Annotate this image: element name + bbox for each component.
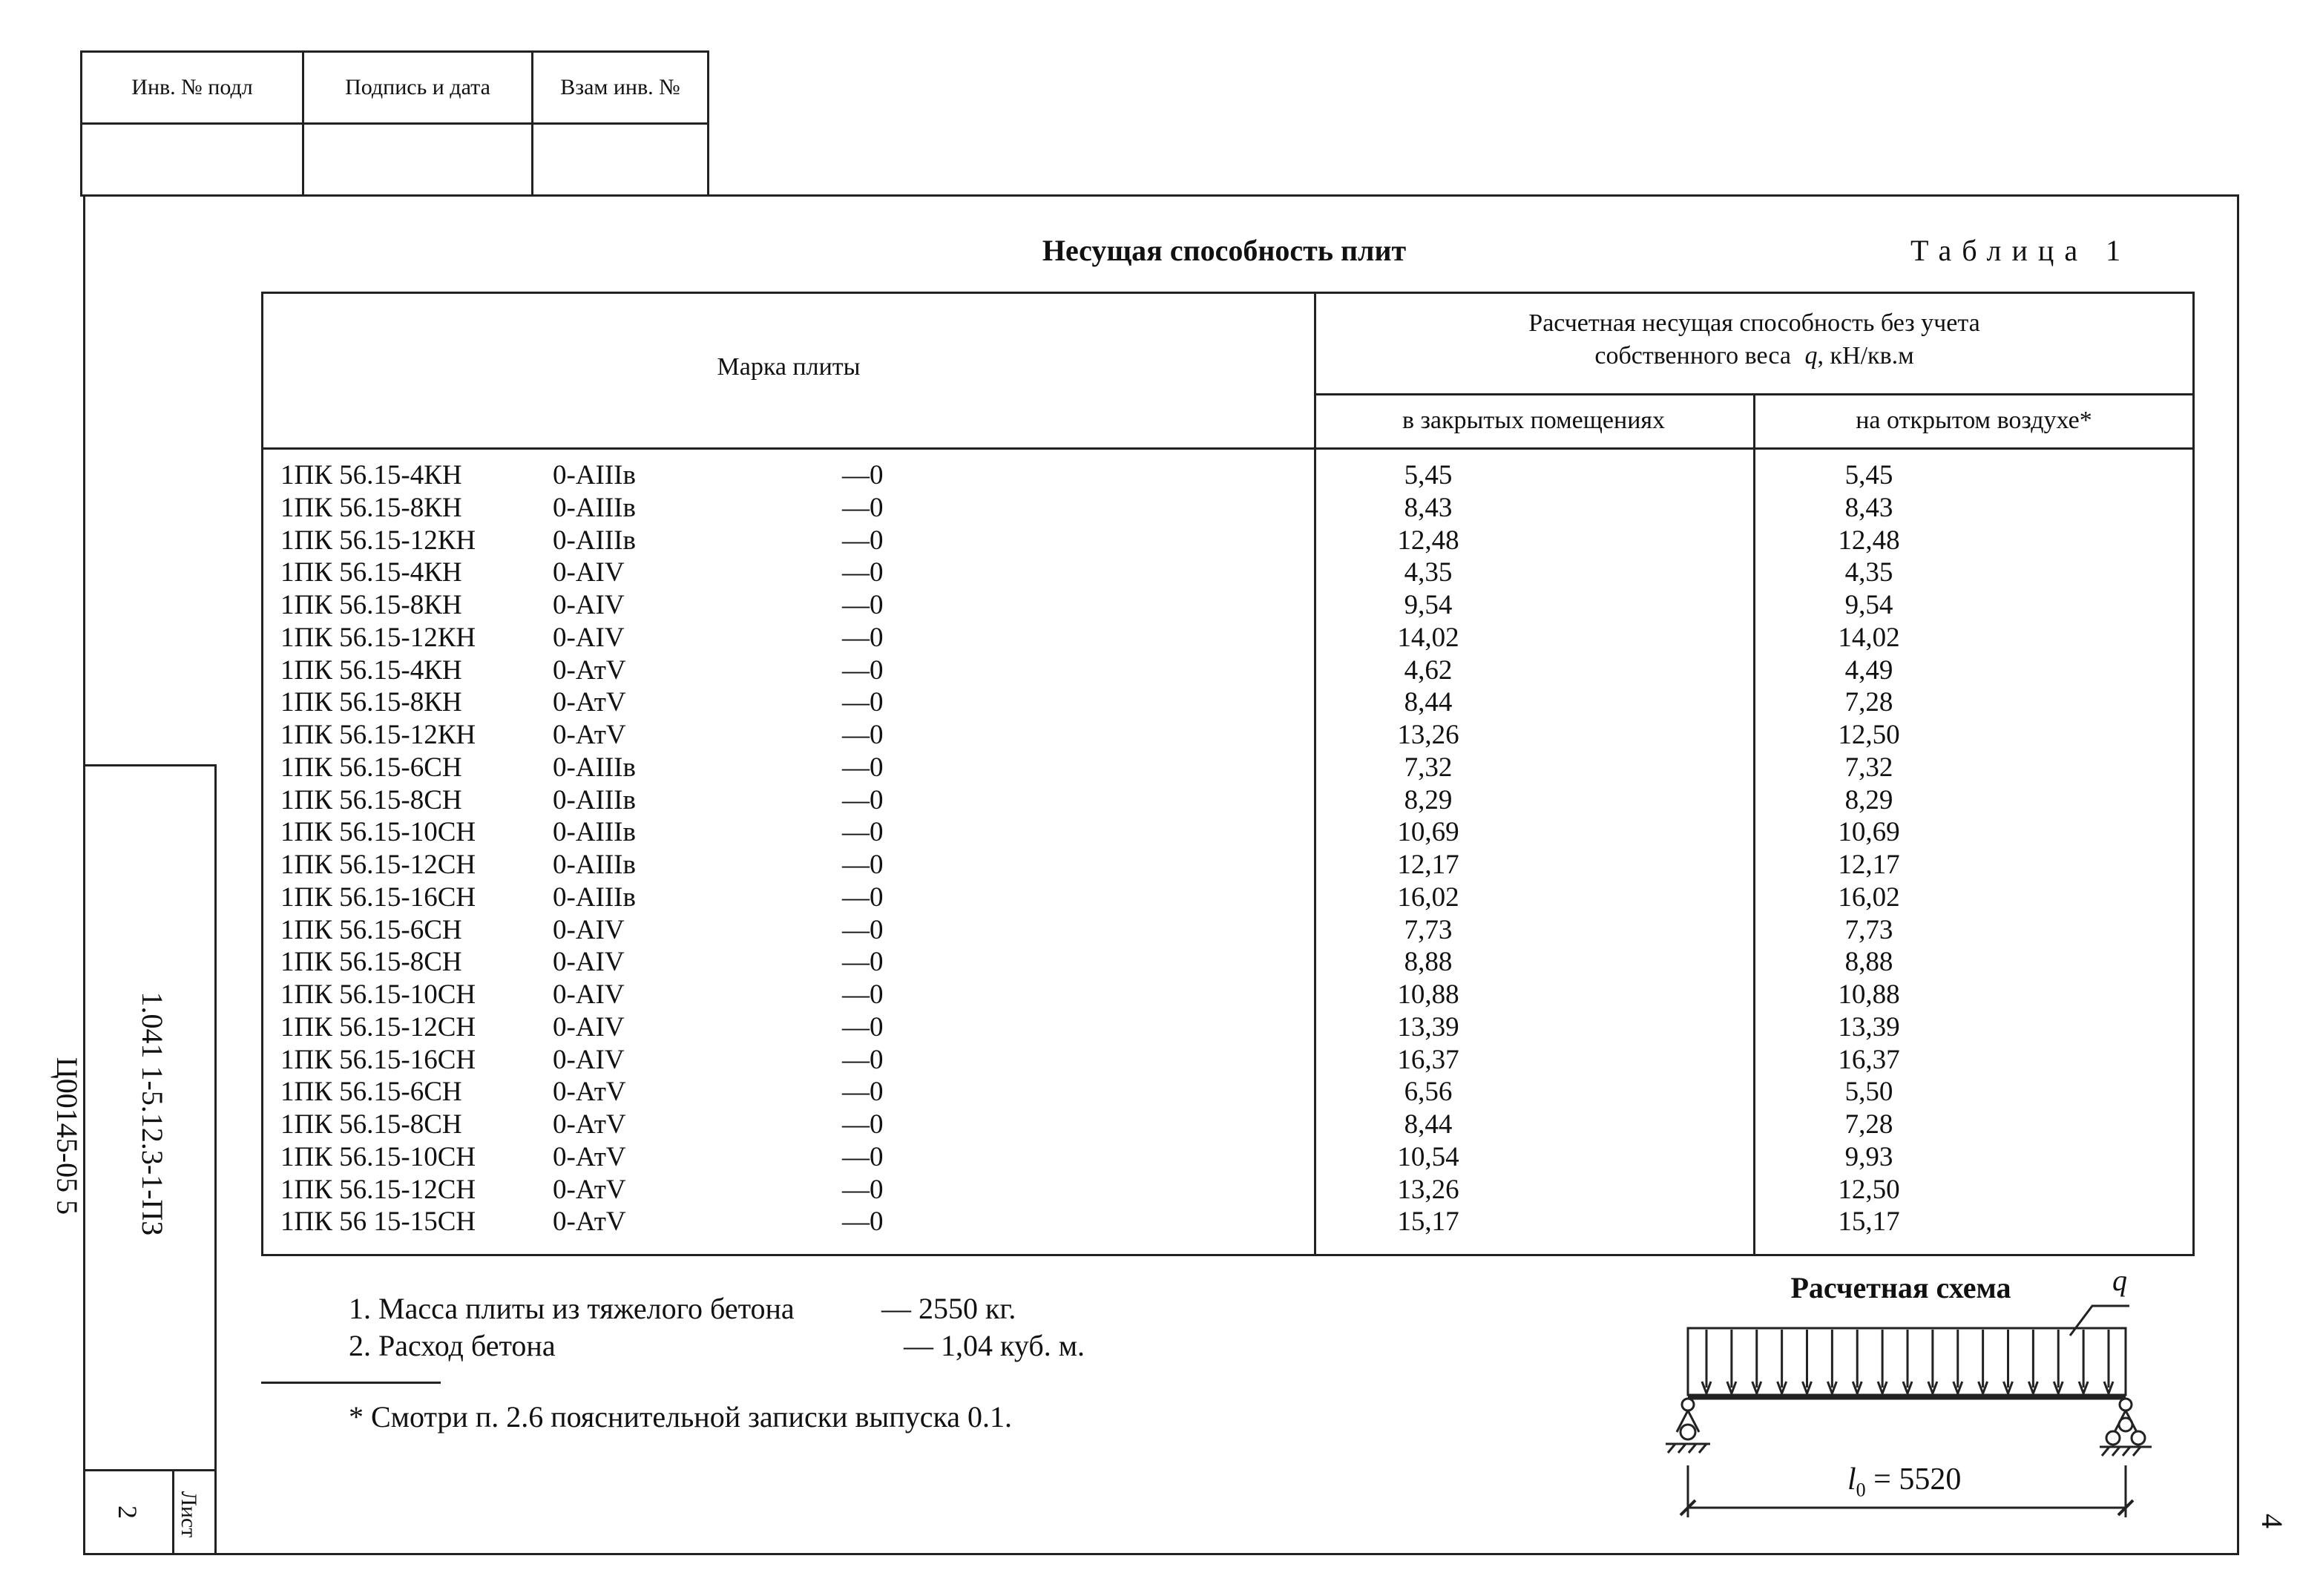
cell-indoor: 8,44 xyxy=(1404,1109,1453,1140)
cell-indoor: 4,35 xyxy=(1404,557,1453,588)
cell-mark: 1ПК 56.15-12СН xyxy=(280,850,476,880)
cell-suffix: —0 xyxy=(842,1174,884,1205)
cell-suffix: —0 xyxy=(842,1077,884,1108)
support-right xyxy=(2100,1399,2152,1456)
stamp-inv-header xyxy=(80,50,304,125)
cell-indoor: 7,73 xyxy=(1404,914,1453,945)
cell-mark: 1ПК 56.15-6СН xyxy=(280,914,462,945)
footnote: * Смотри п. 2.6 пояснительной записки выпуска 0.1. xyxy=(349,1400,1013,1434)
stamp-sign-header xyxy=(302,50,533,125)
table-row xyxy=(263,946,2192,979)
cell-steel: 0-АIV xyxy=(553,557,625,588)
table-row xyxy=(263,556,2192,589)
table-row xyxy=(263,752,2192,784)
cell-steel: 0-АIIIв xyxy=(553,752,636,783)
span-sub: 0 xyxy=(1856,1479,1866,1501)
cell-steel: 0-АIV xyxy=(553,622,625,653)
cell-suffix: —0 xyxy=(842,622,884,653)
cell-mark: 1ПК 56.15-6СН xyxy=(280,752,462,783)
table-row xyxy=(263,589,2192,622)
cell-indoor: 13,26 xyxy=(1397,1174,1459,1205)
cell-suffix: —0 xyxy=(842,720,884,750)
cell-suffix: —0 xyxy=(842,1044,884,1075)
cell-suffix: —0 xyxy=(842,850,884,880)
archive-code: Ц00145-05 5 xyxy=(50,1057,84,1215)
cell-outdoor: 12,50 xyxy=(1838,1174,1900,1205)
cell-steel: 0-АIIIв xyxy=(553,784,636,815)
cell-indoor: 13,26 xyxy=(1397,720,1459,750)
stamp-replace-label: Взам инв. № xyxy=(560,75,680,99)
cell-suffix: —0 xyxy=(842,881,884,913)
cell-suffix: —0 xyxy=(842,1109,884,1140)
cell-steel: 0-АтV xyxy=(553,1206,626,1238)
cell-indoor: 12,48 xyxy=(1397,525,1459,556)
cell-mark: 1ПК 56.15-10СН xyxy=(280,1141,476,1172)
cell-mark: 1ПК 56.15-12КН xyxy=(280,525,476,556)
cell-mark: 1ПК 56.15-8СН xyxy=(280,784,462,815)
table-row xyxy=(263,1044,2192,1077)
cell-outdoor: 5,45 xyxy=(1844,460,1893,490)
cell-outdoor: 10,69 xyxy=(1838,817,1900,848)
table-row xyxy=(263,849,2192,881)
cell-indoor: 4,62 xyxy=(1404,654,1453,686)
cell-outdoor: 8,88 xyxy=(1844,947,1893,978)
cell-suffix: —0 xyxy=(842,817,884,848)
cell-suffix: —0 xyxy=(842,979,884,1010)
table-row xyxy=(263,1174,2192,1206)
table-row xyxy=(263,654,2192,687)
note-2-value: — 1,04 куб. м. xyxy=(904,1329,1085,1362)
table-row xyxy=(263,622,2192,654)
col-header-group-line1: Расчетная несущая способность без учета xyxy=(1528,309,1980,337)
cell-outdoor: 16,37 xyxy=(1838,1044,1900,1075)
load-leader xyxy=(2070,1306,2129,1336)
cell-indoor: 15,17 xyxy=(1397,1206,1459,1238)
cell-steel: 0-АIIIв xyxy=(553,850,636,880)
cell-steel: 0-АIV xyxy=(553,914,625,945)
cell-outdoor: 7,73 xyxy=(1844,914,1893,945)
cell-suffix: —0 xyxy=(842,590,884,620)
cell-outdoor: 16,02 xyxy=(1838,881,1900,913)
page-number: 4 xyxy=(2255,1514,2289,1528)
table-row xyxy=(263,719,2192,752)
cell-indoor: 8,44 xyxy=(1404,687,1453,718)
footnote-rule xyxy=(261,1382,441,1384)
cell-mark: 1ПК 56.15-8КН xyxy=(280,492,462,523)
cell-steel: 0-АтV xyxy=(553,654,626,686)
note-2-label: 2. Расход бетона xyxy=(349,1329,556,1362)
cell-steel: 0-АIIIв xyxy=(553,817,636,848)
cell-mark: 1ПК 56.15-4КН xyxy=(280,460,462,490)
cell-mark: 1ПК 56.15-8КН xyxy=(280,687,462,718)
cell-mark: 1ПК 56.15-12СН xyxy=(280,1174,476,1205)
cell-indoor: 10,54 xyxy=(1397,1141,1459,1172)
cell-outdoor: 9,54 xyxy=(1844,590,1893,620)
span-var: l xyxy=(1847,1462,1856,1497)
cell-suffix: —0 xyxy=(842,525,884,556)
cell-outdoor: 15,17 xyxy=(1838,1206,1900,1238)
col-header-group-unit: , кН/кв.м xyxy=(1817,342,1914,370)
table-title: Несущая способность плит xyxy=(1042,234,1407,267)
stamp-inv-label: Инв. № подл xyxy=(131,75,253,99)
note-1-label: 1. Масса плиты из тяжелого бетона xyxy=(349,1292,795,1325)
cell-steel: 0-АтV xyxy=(553,720,626,750)
cell-outdoor: 4,49 xyxy=(1844,654,1893,686)
table-row xyxy=(263,979,2192,1011)
col-header-indoor: в закрытых помещениях xyxy=(1402,407,1666,434)
cell-outdoor: 4,35 xyxy=(1844,557,1893,588)
table-row xyxy=(263,492,2192,525)
table-row xyxy=(263,459,2192,492)
cell-indoor: 14,02 xyxy=(1397,622,1459,653)
side-doc-code: 1.041 1-5.12.3-1-ПЗ xyxy=(136,991,169,1236)
cell-suffix: —0 xyxy=(842,784,884,815)
cell-suffix: —0 xyxy=(842,687,884,718)
cell-steel: 0-АтV xyxy=(553,1077,626,1108)
header-subdivider xyxy=(1314,393,2195,395)
cell-indoor: 16,02 xyxy=(1397,881,1459,913)
cell-steel: 0-АтV xyxy=(553,1141,626,1172)
cell-mark: 1ПК 56.15-12КН xyxy=(280,720,476,750)
cell-indoor: 6,56 xyxy=(1404,1077,1453,1108)
cell-mark: 1ПК 56.15-8СН xyxy=(280,947,462,978)
cell-suffix: —0 xyxy=(842,752,884,783)
header-bottom xyxy=(263,447,2192,450)
cell-suffix: —0 xyxy=(842,947,884,978)
cell-indoor: 10,88 xyxy=(1397,979,1459,1010)
cell-mark: 1ПК 56.15-10СН xyxy=(280,979,476,1010)
cell-mark: 1ПК 56.15-16СН xyxy=(280,881,476,913)
cell-indoor: 8,43 xyxy=(1404,492,1453,523)
table-row xyxy=(263,1109,2192,1141)
table-row xyxy=(263,1206,2192,1238)
cell-mark: 1ПК 56 15-15СН xyxy=(280,1206,476,1238)
side-sheet-number: 2 xyxy=(113,1505,142,1519)
table-label: Таблица 1 xyxy=(1910,234,2132,267)
cell-suffix: —0 xyxy=(842,1206,884,1238)
cell-mark: 1ПК 56.15-10СН xyxy=(280,817,476,848)
cell-suffix: —0 xyxy=(842,492,884,523)
cell-steel: 0-АIIIв xyxy=(553,492,636,523)
col-header-group-text: собственного веса xyxy=(1594,342,1792,370)
col-header-outdoor: на открытом воздухе* xyxy=(1856,407,2092,434)
span-value: = 5520 xyxy=(1873,1462,1962,1497)
cell-steel: 0-АIIIв xyxy=(553,525,636,556)
side-sheet-divider xyxy=(172,1469,174,1555)
capacity-table xyxy=(261,292,2195,1256)
cell-steel: 0-АтV xyxy=(553,1174,626,1205)
cell-outdoor: 7,28 xyxy=(1844,687,1893,718)
cell-indoor: 13,39 xyxy=(1397,1011,1459,1042)
cell-outdoor: 14,02 xyxy=(1838,622,1900,653)
support-left xyxy=(1666,1399,1710,1453)
cell-mark: 1ПК 56.15-16СН xyxy=(280,1044,476,1075)
cell-outdoor: 8,29 xyxy=(1844,784,1893,815)
table-row xyxy=(263,816,2192,849)
table-row xyxy=(263,881,2192,914)
cell-mark: 1ПК 56.15-12СН xyxy=(280,1011,476,1042)
cell-indoor: 5,45 xyxy=(1404,460,1453,490)
cell-steel: 0-АтV xyxy=(553,687,626,718)
cell-indoor: 7,32 xyxy=(1404,752,1453,783)
cell-suffix: —0 xyxy=(842,654,884,686)
cell-indoor: 16,37 xyxy=(1397,1044,1459,1075)
side-sheet-label: Лист xyxy=(177,1491,201,1538)
table-row xyxy=(263,1141,2192,1174)
cell-indoor: 8,29 xyxy=(1404,784,1453,815)
cell-outdoor: 7,28 xyxy=(1844,1109,1893,1140)
cell-outdoor: 9,93 xyxy=(1844,1141,1893,1172)
cell-indoor: 9,54 xyxy=(1404,590,1453,620)
cell-steel: 0-АIV xyxy=(553,1044,625,1075)
cell-steel: 0-АIV xyxy=(553,1011,625,1042)
table-row xyxy=(263,914,2192,947)
table-row xyxy=(263,525,2192,557)
cell-mark: 1ПК 56.15-8СН xyxy=(280,1109,462,1140)
cell-outdoor: 12,48 xyxy=(1838,525,1900,556)
stamp-replace-header xyxy=(531,50,709,125)
cell-suffix: —0 xyxy=(842,1011,884,1042)
cell-mark: 1ПК 56.15-6СН xyxy=(280,1077,462,1108)
stamp-inv-value xyxy=(80,122,304,197)
stamp-sign-value xyxy=(302,122,533,197)
cell-steel: 0-АIIIв xyxy=(553,881,636,913)
cell-mark: 1ПК 56.15-12КН xyxy=(280,622,476,653)
cell-indoor: 12,17 xyxy=(1397,850,1459,880)
table-row xyxy=(263,686,2192,719)
cell-suffix: —0 xyxy=(842,460,884,490)
note-1-value: — 2550 кг. xyxy=(881,1292,1016,1325)
cell-mark: 1ПК 56.15-8КН xyxy=(280,590,462,620)
col-header-group-line2 xyxy=(1314,339,2195,373)
load-arrows xyxy=(1702,1330,2113,1393)
cell-mark: 1ПК 56.15-4КН xyxy=(280,654,462,686)
cell-outdoor: 8,43 xyxy=(1844,492,1893,523)
cell-outdoor: 10,88 xyxy=(1838,979,1900,1010)
scheme-title: Расчетная схема xyxy=(1790,1271,2011,1304)
cell-suffix: —0 xyxy=(842,914,884,945)
cell-steel: 0-АIV xyxy=(553,979,625,1010)
col-header-group-var: q xyxy=(1804,342,1818,370)
cell-suffix: —0 xyxy=(842,557,884,588)
span-label xyxy=(1847,1462,1961,1501)
cell-indoor: 8,88 xyxy=(1404,947,1453,978)
cell-outdoor: 12,50 xyxy=(1838,720,1900,750)
cell-outdoor: 12,17 xyxy=(1838,850,1900,880)
cell-steel: 0-АIIIв xyxy=(553,460,636,490)
table-row xyxy=(263,1011,2192,1044)
stamp-sign-label: Подпись и дата xyxy=(345,75,490,99)
cell-steel: 0-АтV xyxy=(553,1109,626,1140)
scheme-load-label: q xyxy=(2112,1264,2127,1297)
table-row xyxy=(263,784,2192,817)
cell-mark: 1ПК 56.15-4КН xyxy=(280,557,462,588)
col-header-mark: Марка плиты xyxy=(717,353,861,381)
table-row xyxy=(263,1076,2192,1109)
cell-indoor: 10,69 xyxy=(1397,817,1459,848)
cell-suffix: —0 xyxy=(842,1141,884,1172)
cell-outdoor: 13,39 xyxy=(1838,1011,1900,1042)
cell-outdoor: 7,32 xyxy=(1844,752,1893,783)
cell-outdoor: 5,50 xyxy=(1844,1077,1893,1108)
cell-steel: 0-АIV xyxy=(553,947,625,978)
cell-steel: 0-АIV xyxy=(553,590,625,620)
stamp-replace-value xyxy=(531,122,709,197)
